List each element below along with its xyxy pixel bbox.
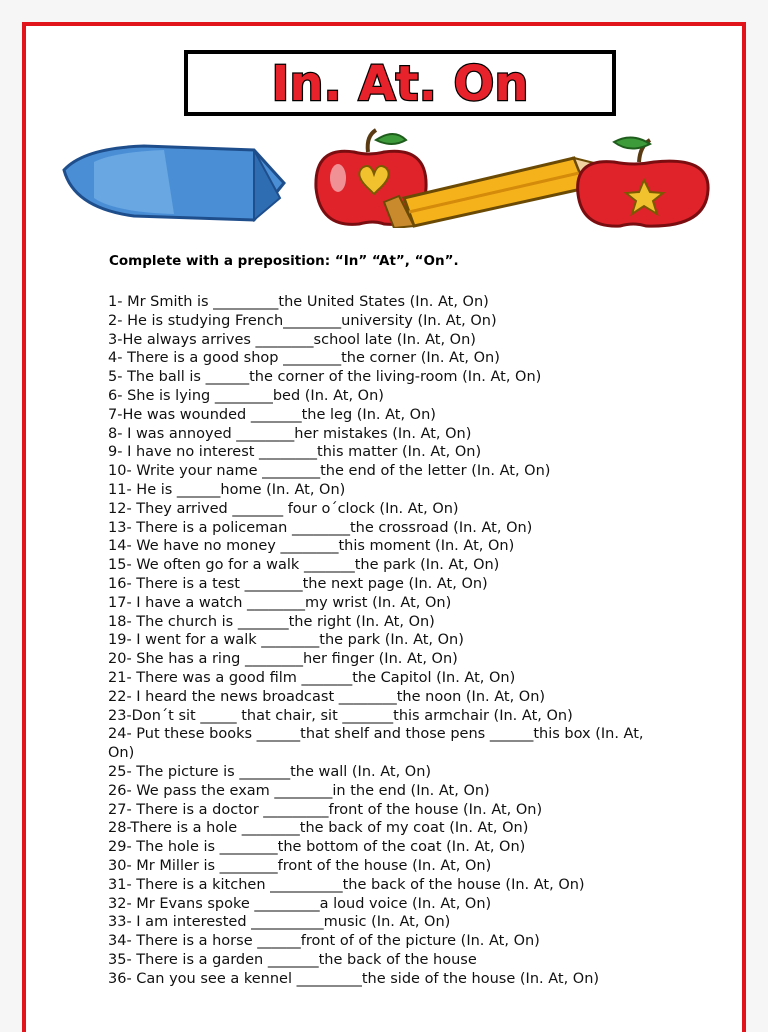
exercise-item: 18- The church is _______the right (In. At, On) <box>108 613 435 630</box>
exercise-item: 9- I have no interest ________this matter (In. At, On) <box>108 444 482 461</box>
exercise-item: 6- She is lying ________bed (In. At, On) <box>108 387 384 404</box>
exercise-item: 25- The picture is _______the wall (In. At, On) <box>108 763 432 780</box>
exercise-item: 28-There is a hole ________the back of my coat (In. At, On) <box>108 820 529 837</box>
exercise-item: 21- There was a good film _______the Capitol (In. At, On) <box>108 669 516 686</box>
exercise-item: 13- There is a policeman ________the crossroad (In. At, On) <box>108 519 533 536</box>
crayon-icon <box>64 146 284 220</box>
exercise-item: 27- There is a doctor _________front of the house (In. At, On) <box>108 801 543 818</box>
exercise-item: 1- Mr Smith is _________the United States (In. At, On) <box>108 294 489 310</box>
exercise-item: 29- The hole is ________the bottom of the coat (In. At, On) <box>108 839 526 856</box>
exercise-item: 23-Don´t sit _____ that chair, sit _______this armchair (In. At, On) <box>108 707 573 724</box>
worksheet-title <box>184 50 616 116</box>
exercise-item: 17- I have a watch ________my wrist (In. At, On) <box>108 594 452 611</box>
exercise-item: 20- She has a ring ________her finger (In. At, On) <box>108 651 458 668</box>
exercise-item: 3-He always arrives ________school late (In. At, On) <box>108 331 476 348</box>
exercise-item: 24- Put these books ______that shelf and those pens ______this box (In. At, On) <box>108 726 644 762</box>
exercise-item: 31- There is a kitchen __________the back of the house (In. At, On) <box>108 876 585 893</box>
title-text: In. At. On <box>271 56 529 110</box>
exercise-item: 26- We pass the exam ________in the end (In. At, On) <box>108 782 490 799</box>
exercise-item: 19- I went for a walk ________the park (In. At, On) <box>108 632 464 649</box>
exercise-item: 14- We have no money ________this moment (In. At, On) <box>108 538 515 555</box>
exercise-item: 5- The ball is ______the corner of the living-room (In. At, On) <box>108 369 542 386</box>
exercise-item: 8- I was annoyed ________her mistakes (In. At, On) <box>108 425 472 442</box>
exercise-item: 33- I am interested __________music (In. At, On) <box>108 914 451 931</box>
instruction-text: Complete with a preposition: “In” “At”, “On”. <box>109 253 459 269</box>
apple-star-icon <box>578 137 708 226</box>
exercise-list <box>108 293 668 988</box>
exercise-item: 22- I heard the news broadcast ________the noon (In. At, On) <box>108 688 546 705</box>
exercise-item: 36- Can you see a kennel _________the side of the house (In. At, On) <box>108 970 600 987</box>
exercise-item: 16- There is a test ________the next page (In. At, On) <box>108 575 488 592</box>
school-clipart <box>54 128 714 228</box>
exercise-item: 10- Write your name ________the end of the letter (In. At, On) <box>108 463 551 480</box>
exercise-item: 32- Mr Evans spoke _________a loud voice (In. At, On) <box>108 895 492 912</box>
exercise-item: 34- There is a horse ______front of of the picture (In. At, On) <box>108 933 540 950</box>
exercise-item: 7-He was wounded _______the leg (In. At, On) <box>108 406 436 423</box>
exercise-item: 11- He is ______home (In. At, On) <box>108 481 346 498</box>
exercise-item: 4- There is a good shop ________the corner (In. At, On) <box>108 350 500 367</box>
exercise-item: 15- We often go for a walk _______the park (In. At, On) <box>108 557 500 574</box>
exercise-item: 12- They arrived _______ four o´clock (In. At, On) <box>108 500 459 517</box>
exercise-item: 30- Mr Miller is ________front of the house (In. At, On) <box>108 857 492 874</box>
exercise-item: 2- He is studying French________university (In. At, On) <box>108 312 497 329</box>
exercise-item: 35- There is a garden _______the back of the house <box>108 951 477 968</box>
